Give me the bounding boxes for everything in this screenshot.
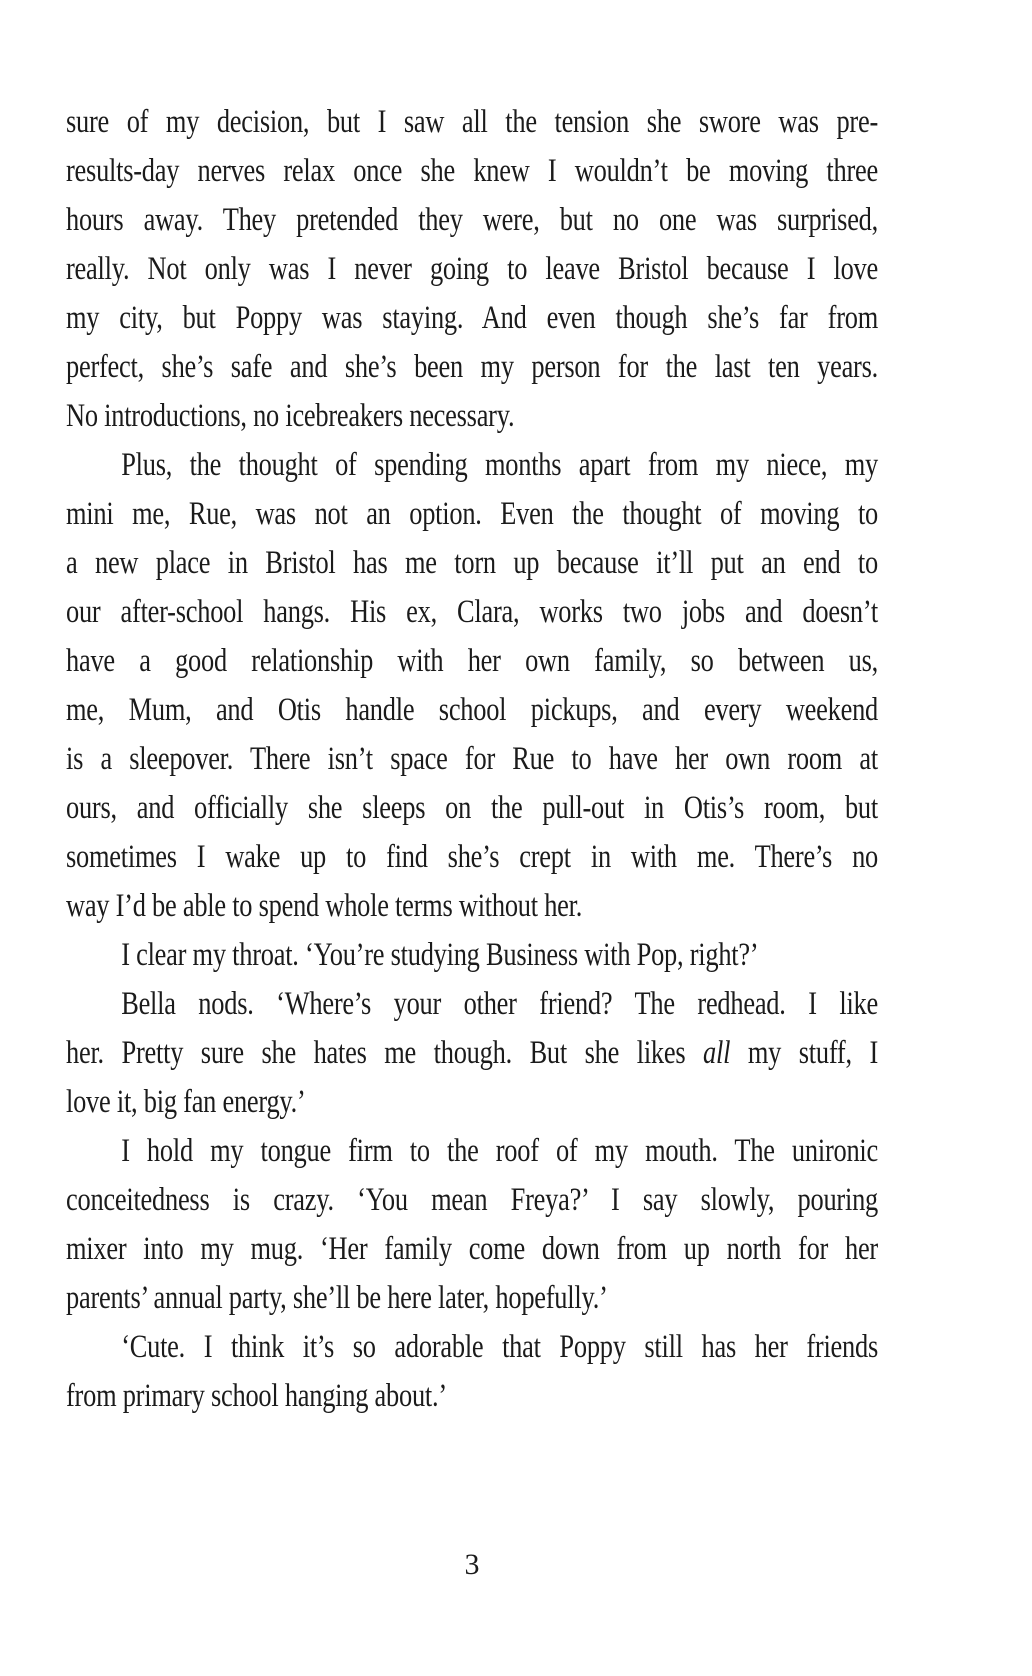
text-line xyxy=(66,294,878,343)
text-segment: ours, and officially she sleeps on the pull-out in Otis’s room, but xyxy=(66,790,878,826)
text-line xyxy=(66,1029,878,1078)
text-line xyxy=(66,1274,878,1323)
text-segment: ‘Cute. I think it’s so adorable that Poppy still has her friends xyxy=(121,1329,878,1365)
text-line xyxy=(66,441,878,490)
text-line xyxy=(66,1176,878,1225)
text-segment: hours away. They pretended they were, but no one was surprised, xyxy=(66,202,878,238)
text-line xyxy=(66,147,878,196)
text-segment: I hold my tongue firm to the roof of my mouth. The unironic xyxy=(121,1133,878,1169)
text-segment: our after-school hangs. His ex, Clara, works two jobs and doesn’t xyxy=(66,594,878,630)
text-line xyxy=(66,882,878,931)
italic-text: all xyxy=(703,1035,731,1071)
text-segment: mini me, Rue, was not an option. Even the thought of moving to xyxy=(66,496,878,532)
text-segment: from primary school hanging about.’ xyxy=(66,1378,447,1414)
text-line xyxy=(66,637,878,686)
text-segment: her. Pretty sure she hates me though. But she likes xyxy=(66,1035,704,1071)
text-line xyxy=(66,392,878,441)
text-line xyxy=(66,245,878,294)
text-segment: Plus, the thought of spending months apart from my niece, my xyxy=(121,447,878,483)
text-line xyxy=(66,980,878,1029)
text-segment: I clear my throat. ‘You’re studying Business with Pop, right?’ xyxy=(121,937,759,973)
text-segment: my city, but Poppy was staying. And even though she’s far from xyxy=(66,300,878,336)
text-segment: mixer into my mug. ‘Her family come down from up north for her xyxy=(66,1231,878,1267)
text-segment: way I’d be able to spend whole terms without her. xyxy=(66,888,583,924)
text-segment: No introductions, no icebreakers necessary. xyxy=(66,398,515,434)
text-segment: my stuff, I xyxy=(730,1035,879,1071)
text-line xyxy=(66,1372,878,1421)
text-line xyxy=(66,931,878,980)
text-block xyxy=(66,98,878,1421)
text-line xyxy=(66,833,878,882)
text-line xyxy=(66,490,878,539)
text-line xyxy=(66,196,878,245)
text-line xyxy=(66,686,878,735)
text-segment: sure of my decision, but I saw all the tension she swore was pre- xyxy=(66,104,878,140)
text-segment: have a good relationship with her own family, so between us, xyxy=(66,643,878,679)
text-line xyxy=(66,1127,878,1176)
text-segment: sometimes I wake up to find she’s crept in with me. There’s no xyxy=(66,839,878,875)
text-line xyxy=(66,784,878,833)
text-line xyxy=(66,98,878,147)
text-segment: results-day nerves relax once she knew I wouldn’t be moving three xyxy=(66,153,878,189)
page-number: 3 xyxy=(464,1548,480,1581)
text-line xyxy=(66,1078,878,1127)
text-segment: is a sleepover. There isn’t space for Rue to have her own room at xyxy=(66,741,878,777)
text-line xyxy=(66,539,878,588)
text-line xyxy=(66,735,878,784)
text-segment: parents’ annual party, she’ll be here later, hopefully.’ xyxy=(66,1280,608,1316)
text-segment: me, Mum, and Otis handle school pickups, and every weekend xyxy=(66,692,878,728)
text-line xyxy=(66,1225,878,1274)
text-line xyxy=(66,588,878,637)
text-line xyxy=(66,1323,878,1372)
text-segment: perfect, she’s safe and she’s been my person for the last ten years. xyxy=(66,349,878,385)
text-segment: really. Not only was I never going to leave Bristol because I love xyxy=(66,251,878,287)
text-segment: love it, big fan energy.’ xyxy=(66,1084,306,1120)
text-line xyxy=(66,343,878,392)
text-segment: Bella nods. ‘Where’s your other friend? The redhead. I like xyxy=(121,986,878,1022)
text-segment: conceitedness is crazy. ‘You mean Freya?’ I say slowly, pouring xyxy=(66,1182,878,1218)
text-segment: a new place in Bristol has me torn up because it’ll put an end to xyxy=(66,545,878,581)
